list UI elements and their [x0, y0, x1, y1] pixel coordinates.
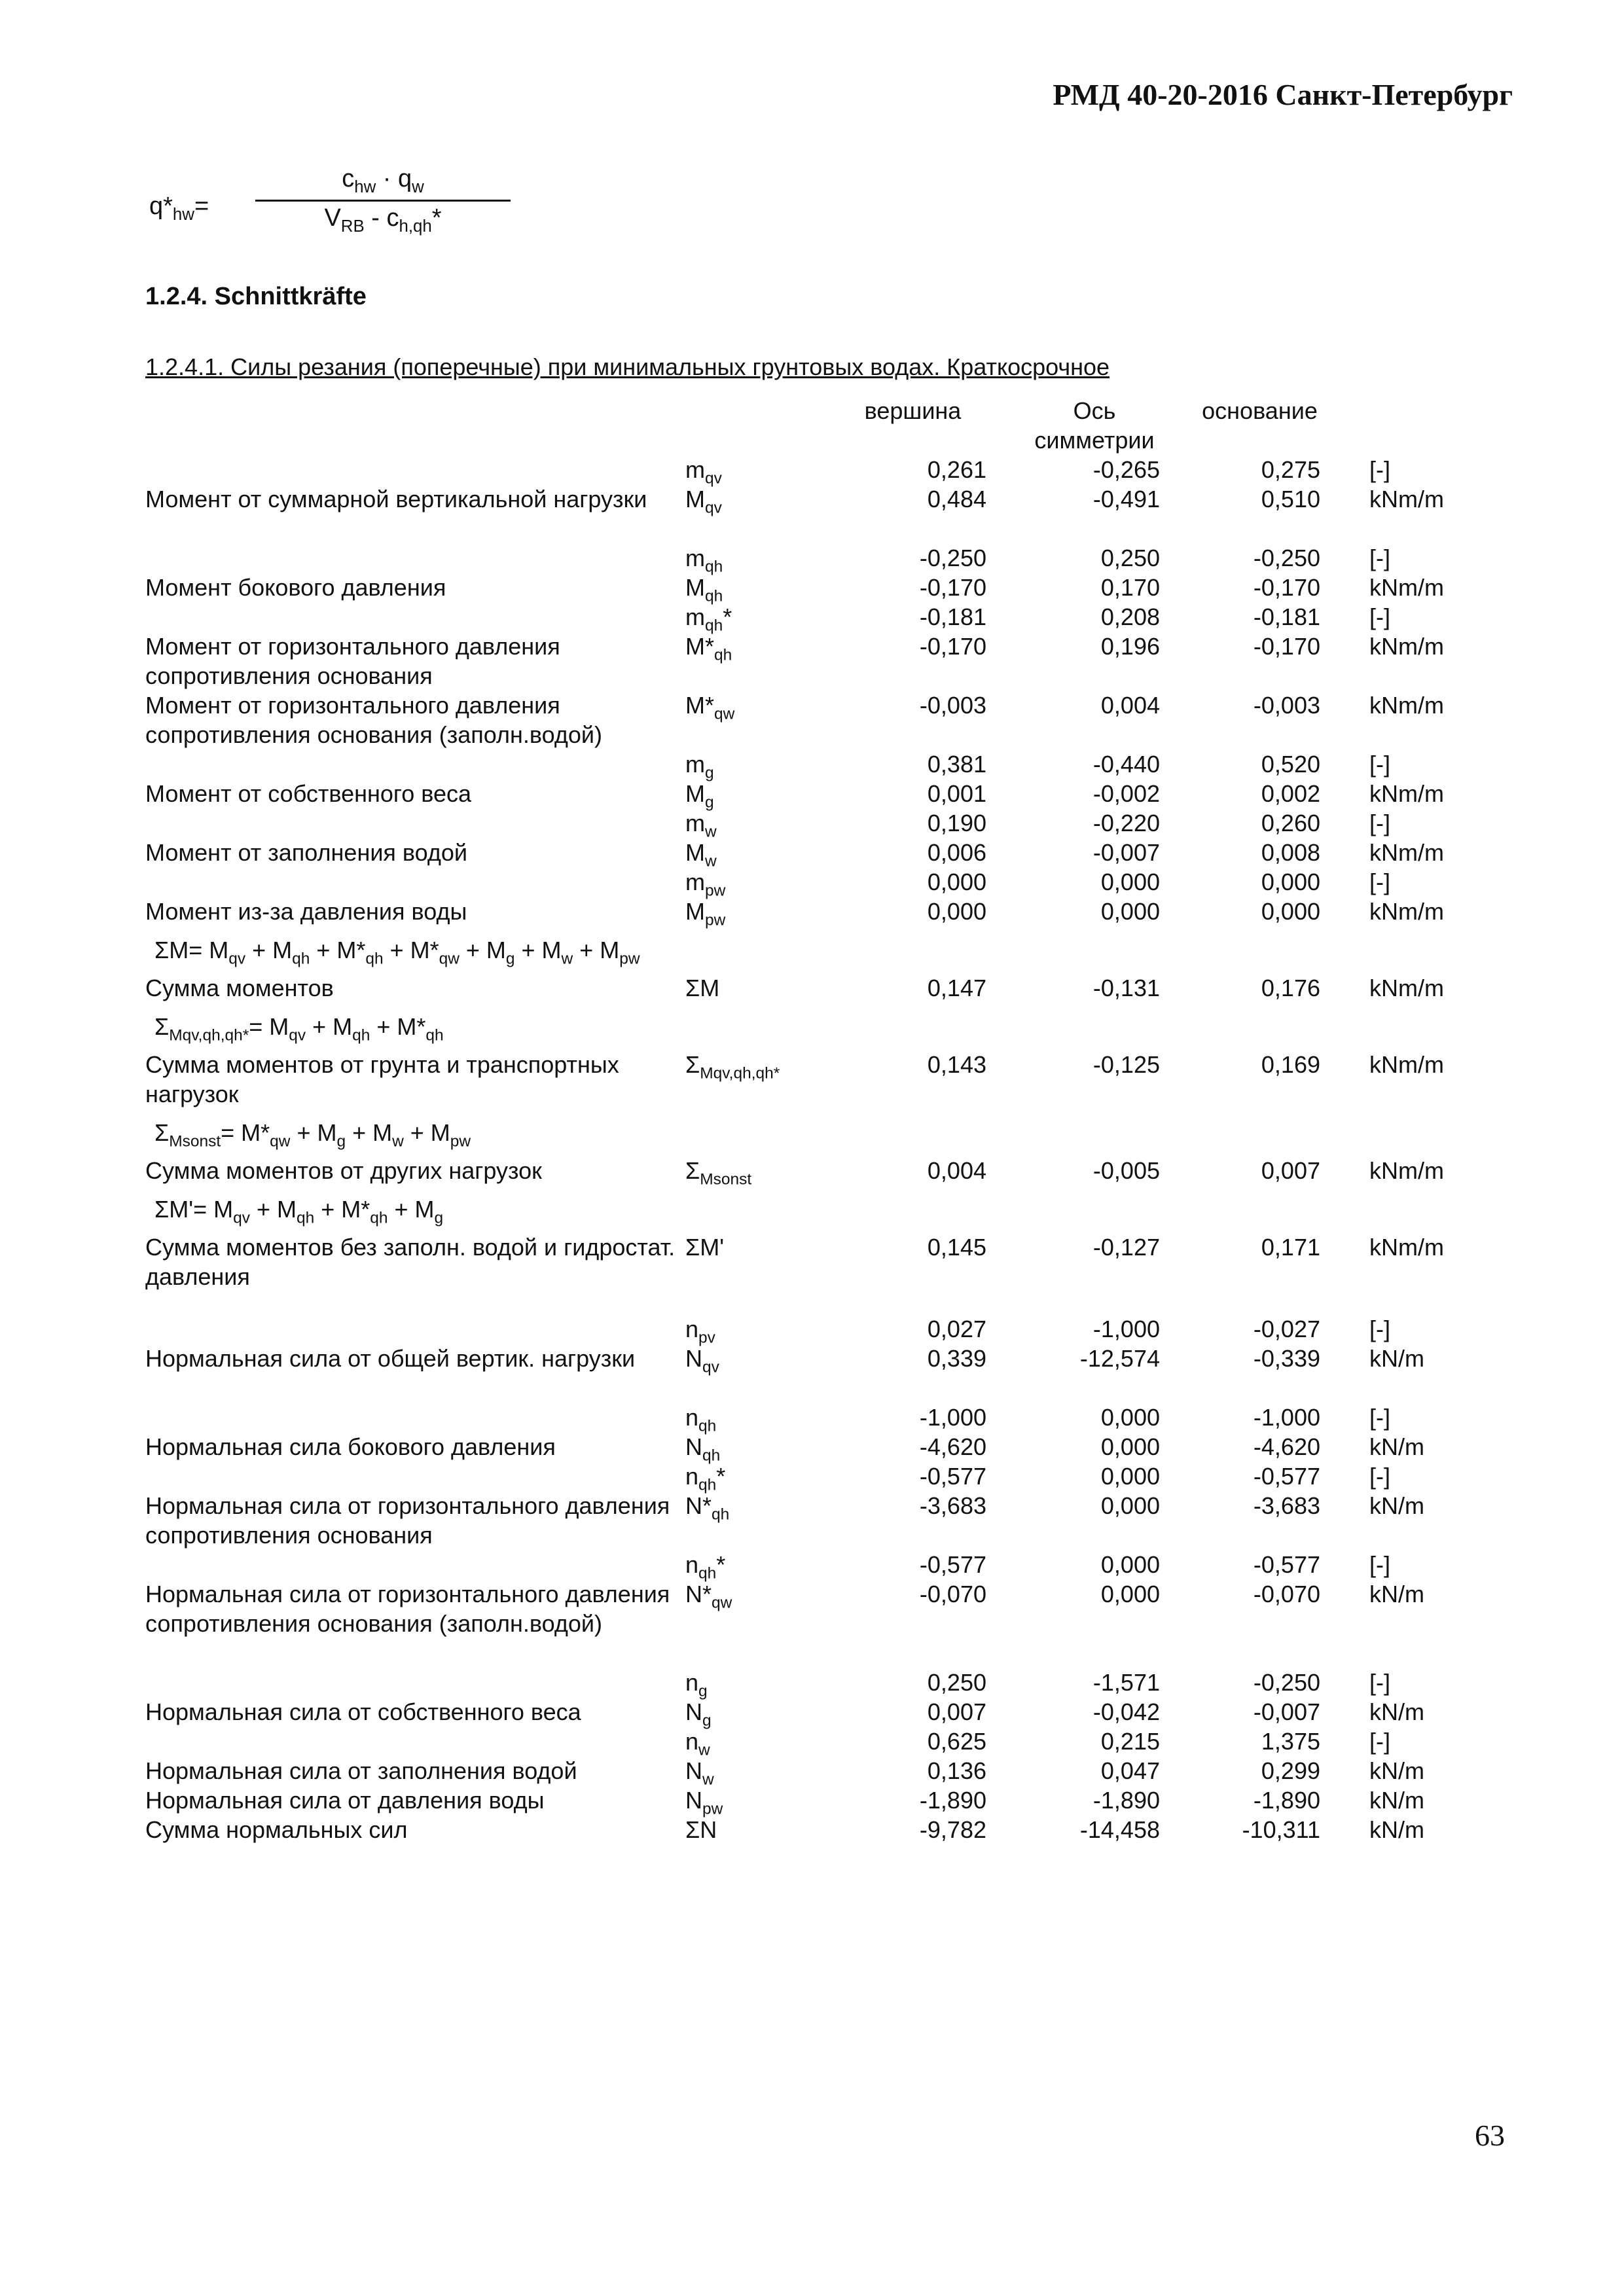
- value-axis: -0,007: [1092, 839, 1160, 866]
- row-symbol: $M_{pw}$: [685, 898, 726, 929]
- table-row: [145, 867, 1513, 900]
- value-base: -0,577: [1253, 1463, 1320, 1490]
- value-axis: -0,131: [1092, 975, 1160, 1001]
- value-top: 0,000: [927, 898, 986, 925]
- value-base: 0,007: [1261, 1157, 1320, 1184]
- unit: kNm/m: [1369, 692, 1444, 719]
- value-base: -0,170: [1253, 633, 1320, 660]
- equation-sum-soil: [145, 1003, 1513, 1050]
- column-header-top: вершина: [864, 397, 962, 424]
- table-row: [145, 1491, 1513, 1550]
- row-label: Момент от горизонтального давления сопротивления основания (заполн.водой): [145, 692, 602, 748]
- unit: kNm/m: [1369, 486, 1444, 512]
- row-label: Нормальная сила бокового давления: [145, 1433, 556, 1460]
- value-axis: -0,042: [1092, 1698, 1160, 1725]
- row-label: Сумма моментов от других нагрузок: [145, 1157, 542, 1184]
- table-row: [145, 632, 1513, 691]
- page-number: 63: [1475, 2119, 1505, 2152]
- equation-sum-other: [145, 1109, 1513, 1156]
- value-base: -0,003: [1253, 692, 1320, 719]
- unit: [-]: [1369, 810, 1390, 836]
- table-row: [145, 1579, 1513, 1668]
- value-top: -0,577: [919, 1551, 986, 1578]
- sum-row: [145, 1050, 1513, 1109]
- value-top: 0,027: [927, 1316, 986, 1342]
- table-row: [145, 543, 1513, 576]
- row-label: Момент от собственного веса: [145, 780, 472, 807]
- value-base: -3,683: [1253, 1492, 1320, 1519]
- unit: kN/m: [1369, 1816, 1424, 1843]
- unit: kNm/m: [1369, 1051, 1444, 1078]
- row-symbol: $M_{qv}$: [685, 486, 722, 517]
- value-base: -0,339: [1253, 1345, 1320, 1372]
- value-axis: 0,000: [1100, 1492, 1160, 1519]
- value-base: 0,275: [1261, 456, 1320, 483]
- unit: kN/m: [1369, 1581, 1424, 1607]
- unit: kNm/m: [1369, 975, 1444, 1001]
- equation-text: $\Sigma M'= M_{qv} + M_{qh} + M*_{qh} + M_g$: [154, 1196, 444, 1227]
- row-label: Момент от горизонтального давления сопротивления основания: [145, 633, 560, 689]
- value-base: 0,171: [1261, 1234, 1320, 1261]
- row-label: Сумма моментов от грунта и транспортных нагрузок: [145, 1051, 619, 1107]
- value-axis: -0,005: [1092, 1157, 1160, 1184]
- value-axis: 0,170: [1100, 574, 1160, 601]
- table-row: [145, 1697, 1513, 1730]
- value-axis: -0,127: [1092, 1234, 1160, 1261]
- unit: [-]: [1369, 1463, 1390, 1490]
- row-label: Нормальная сила от собственного веса: [145, 1698, 581, 1725]
- value-top: -0,170: [919, 574, 986, 601]
- value-axis: -0,002: [1092, 780, 1160, 807]
- row-symbol: $m_g$: [685, 751, 714, 782]
- table-row: [145, 1403, 1513, 1435]
- unit: [-]: [1369, 1728, 1390, 1755]
- row-symbol: ΣM': [685, 1234, 725, 1261]
- value-base: 0,008: [1261, 839, 1320, 866]
- value-axis: 0,215: [1100, 1728, 1160, 1755]
- value-base: 0,260: [1261, 810, 1320, 836]
- subsection-title: 1.2.4.1. Силы резания (поперечные) при минимальных грунтовых водах. Краткосрочное: [145, 353, 1110, 380]
- formula-denominator: $V_{RB} - c_{h,qh}*$: [324, 204, 442, 236]
- table-row: [145, 1550, 1513, 1583]
- value-top: -0,170: [919, 633, 986, 660]
- fraction-bar: [255, 200, 511, 202]
- value-axis: 0,004: [1100, 692, 1160, 719]
- value-base: -0,250: [1253, 1669, 1320, 1696]
- table-header-row: [145, 396, 1513, 455]
- row-symbol: $n_g$: [685, 1669, 708, 1700]
- table-row: [145, 1668, 1513, 1700]
- unit: [-]: [1369, 1316, 1390, 1342]
- value-top: 0,145: [927, 1234, 986, 1261]
- value-top: -0,181: [919, 603, 986, 630]
- table-row: [145, 602, 1513, 635]
- value-axis: 0,000: [1100, 898, 1160, 925]
- value-base: 0,000: [1261, 898, 1320, 925]
- row-symbol: ΣN: [685, 1816, 717, 1843]
- unit: [-]: [1369, 751, 1390, 778]
- equation-text: $\Sigma_{Mqv,qh,qh*}= M_{qv} + M_{qh} + M*_{qh}$: [154, 1013, 444, 1045]
- row-symbol: $N*_{qh}$: [685, 1492, 730, 1524]
- row-symbol: $\Sigma_{Msonst}$: [685, 1157, 752, 1189]
- table-row: [145, 897, 1513, 929]
- table-row: [145, 455, 1513, 488]
- row-symbol: $M_g$: [685, 780, 714, 812]
- equation-sum-moments: [145, 926, 1513, 973]
- table-row: [145, 484, 1513, 543]
- value-axis: -0,265: [1092, 456, 1160, 483]
- value-top: 0,261: [927, 456, 986, 483]
- unit: kN/m: [1369, 1757, 1424, 1784]
- table-row: [145, 1314, 1513, 1347]
- unit: [-]: [1369, 456, 1390, 483]
- table-row: [145, 573, 1513, 605]
- table-row: [145, 691, 1513, 749]
- row-symbol: $M*_{qh}$: [685, 633, 732, 664]
- row-symbol: $N_{qv}$: [685, 1345, 719, 1376]
- row-label: Нормальная сила от горизонтального давления сопротивления основания (заполн.водой): [145, 1581, 670, 1637]
- value-axis: -14,458: [1079, 1816, 1160, 1843]
- row-symbol: $N_w$: [685, 1757, 714, 1789]
- value-top: 0,484: [927, 486, 986, 512]
- value-top: -1,890: [919, 1787, 986, 1814]
- value-base: 0,520: [1261, 751, 1320, 778]
- unit: [-]: [1369, 1551, 1390, 1578]
- value-top: 0,143: [927, 1051, 986, 1078]
- value-top: -0,250: [919, 545, 986, 571]
- value-axis: -1,000: [1092, 1316, 1160, 1342]
- row-symbol: $N_g$: [685, 1698, 712, 1730]
- table-row: [145, 779, 1513, 812]
- row-symbol: $m_{pw}$: [685, 869, 726, 900]
- value-top: 0,006: [927, 839, 986, 866]
- value-base: 0,000: [1261, 869, 1320, 895]
- unit: kN/m: [1369, 1787, 1424, 1814]
- row-symbol: $M*_{qw}$: [685, 692, 735, 723]
- value-axis: 0,250: [1100, 545, 1160, 571]
- spacer: [145, 1291, 1513, 1314]
- value-base: -10,311: [1242, 1816, 1320, 1843]
- value-base: 0,169: [1261, 1051, 1320, 1078]
- value-top: -4,620: [919, 1433, 986, 1460]
- row-label: Сумма нормальных сил: [145, 1816, 408, 1843]
- row-label: Момент от заполнения водой: [145, 839, 468, 866]
- value-base: -4,620: [1253, 1433, 1320, 1460]
- row-label: Нормальная сила от горизонтального давления сопротивления основания: [145, 1492, 670, 1549]
- table-row: [145, 1462, 1513, 1494]
- value-axis: 0,000: [1100, 869, 1160, 895]
- row-label: Момент бокового давления: [145, 574, 446, 601]
- value-axis: 0,000: [1100, 1581, 1160, 1607]
- value-axis: 0,196: [1100, 633, 1160, 660]
- row-label: Сумма моментов: [145, 975, 334, 1001]
- sum-row: [145, 973, 1513, 1003]
- table-row: [145, 749, 1513, 782]
- equation-text: $\Sigma M= M_{qv} + M_{qh} + M*_{qh} + M*_{qw} + M_g + M_w + M_{pw}$: [154, 937, 640, 968]
- value-top: -1,000: [919, 1404, 986, 1431]
- row-symbol: $m_w$: [685, 810, 717, 841]
- row-symbol: $n_w$: [685, 1728, 710, 1759]
- value-base: -0,181: [1253, 603, 1320, 630]
- table-row: [145, 1727, 1513, 1759]
- row-symbol: $M_w$: [685, 839, 717, 870]
- table-row: [145, 1815, 1513, 1844]
- value-axis: -0,440: [1092, 751, 1160, 778]
- row-symbol: $N*_{qw}$: [685, 1581, 732, 1612]
- value-top: 0,007: [927, 1698, 986, 1725]
- unit: kN/m: [1369, 1345, 1424, 1372]
- value-axis: 0,208: [1100, 603, 1160, 630]
- row-symbol: $m_{qh}$: [685, 545, 723, 576]
- value-base: 1,375: [1261, 1728, 1320, 1755]
- row-symbol: $n_{qh}$: [685, 1404, 717, 1435]
- equation-text: $\Sigma_{Msonst}= M*_{qw} + M_g + M_w + M_{pw}$: [154, 1119, 471, 1151]
- value-base: -0,007: [1253, 1698, 1320, 1725]
- value-base: -1,890: [1253, 1787, 1320, 1814]
- value-axis: -12,574: [1079, 1345, 1160, 1372]
- value-base: -0,070: [1253, 1581, 1320, 1607]
- value-base: -0,250: [1253, 545, 1320, 571]
- row-label: Момент из-за давления воды: [145, 898, 467, 925]
- table-row: [145, 838, 1513, 870]
- value-axis: 0,000: [1100, 1433, 1160, 1460]
- value-base: 0,176: [1261, 975, 1320, 1001]
- unit: kNm/m: [1369, 1157, 1444, 1184]
- value-top: 0,136: [927, 1757, 986, 1784]
- formula-numerator: $c_{hw} \cdot q_w$: [342, 165, 424, 197]
- row-label: Нормальная сила от давления воды: [145, 1787, 545, 1814]
- unit: kN/m: [1369, 1492, 1424, 1519]
- document-header: РМД 40-20-2016 Санкт-Петербург: [1053, 78, 1513, 111]
- table-row: [145, 1785, 1513, 1818]
- value-axis: 0,000: [1100, 1404, 1160, 1431]
- unit: kNm/m: [1369, 574, 1444, 601]
- value-top: -3,683: [919, 1492, 986, 1519]
- sum-row: [145, 1232, 1513, 1291]
- value-top: -0,577: [919, 1463, 986, 1490]
- value-base: -0,027: [1253, 1316, 1320, 1342]
- column-header-axis: Ось симметрии: [1034, 397, 1155, 454]
- value-top: 0,625: [927, 1728, 986, 1755]
- value-axis: -1,571: [1092, 1669, 1160, 1696]
- unit: [-]: [1369, 869, 1390, 895]
- row-symbol: ΣM: [685, 975, 720, 1001]
- row-label: Момент от суммарной вертикальной нагрузки: [145, 486, 647, 512]
- value-top: -0,003: [919, 692, 986, 719]
- formula-fraction: [255, 165, 511, 236]
- unit: kNm/m: [1369, 898, 1444, 925]
- row-symbol: $N_{pw}$: [685, 1787, 723, 1818]
- value-axis: -0,491: [1092, 486, 1160, 512]
- formula-lhs: $q*_{hw}=$: [149, 192, 209, 224]
- table-row: [145, 1432, 1513, 1465]
- value-base: 0,299: [1261, 1757, 1320, 1784]
- row-label: Нормальная сила от заполнения водой: [145, 1757, 577, 1784]
- row-symbol: $\Sigma_{Mqv,qh,qh*}$: [685, 1051, 780, 1083]
- unit: kNm/m: [1369, 780, 1444, 807]
- value-axis: -0,220: [1092, 810, 1160, 836]
- table-row: [145, 1756, 1513, 1789]
- value-top: 0,250: [927, 1669, 986, 1696]
- row-label: Нормальная сила от общей вертик. нагрузки: [145, 1345, 636, 1372]
- unit: [-]: [1369, 1669, 1390, 1696]
- value-top: 0,001: [927, 780, 986, 807]
- unit: kNm/m: [1369, 1234, 1444, 1261]
- value-top: 0,190: [927, 810, 986, 836]
- row-symbol: $n_{pv}$: [685, 1316, 715, 1347]
- row-symbol: $n_{qh}*$: [685, 1551, 726, 1583]
- value-axis: 0,000: [1100, 1463, 1160, 1490]
- forces-table: [145, 396, 1513, 1844]
- unit: kNm/m: [1369, 633, 1444, 660]
- unit: kN/m: [1369, 1698, 1424, 1725]
- row-label: Сумма моментов без заполн. водой и гидростат. давления: [145, 1234, 676, 1290]
- row-symbol: $m_{qh}*$: [685, 603, 732, 635]
- equation-sum-prime: [145, 1185, 1513, 1232]
- table-row: [145, 1344, 1513, 1403]
- unit: [-]: [1369, 545, 1390, 571]
- value-axis: 0,000: [1100, 1551, 1160, 1578]
- value-base: -1,000: [1253, 1404, 1320, 1431]
- value-base: -0,577: [1253, 1551, 1320, 1578]
- row-symbol: $M_{qh}$: [685, 574, 723, 605]
- row-symbol: $N_{qh}$: [685, 1433, 721, 1465]
- value-top: -0,070: [919, 1581, 986, 1607]
- unit: kNm/m: [1369, 839, 1444, 866]
- row-symbol: $n_{qh}*$: [685, 1463, 726, 1494]
- unit: [-]: [1369, 603, 1390, 630]
- unit: [-]: [1369, 1404, 1390, 1431]
- value-axis: -1,890: [1092, 1787, 1160, 1814]
- row-symbol: $m_{qv}$: [685, 456, 722, 488]
- value-axis: -0,125: [1092, 1051, 1160, 1078]
- value-top: 0,339: [927, 1345, 986, 1372]
- value-top: 0,381: [927, 751, 986, 778]
- section-title: 1.2.4. Schnittkräfte: [145, 283, 367, 310]
- column-header-base: основание: [1202, 397, 1318, 424]
- value-axis: 0,047: [1100, 1757, 1160, 1784]
- value-top: 0,004: [927, 1157, 986, 1184]
- value-top: -9,782: [919, 1816, 986, 1843]
- sum-row: [145, 1156, 1513, 1189]
- value-base: 0,510: [1261, 486, 1320, 512]
- value-top: 0,000: [927, 869, 986, 895]
- value-base: 0,002: [1261, 780, 1320, 807]
- value-top: 0,147: [927, 975, 986, 1001]
- unit: kN/m: [1369, 1433, 1424, 1460]
- table-row: [145, 808, 1513, 841]
- value-base: -0,170: [1253, 574, 1320, 601]
